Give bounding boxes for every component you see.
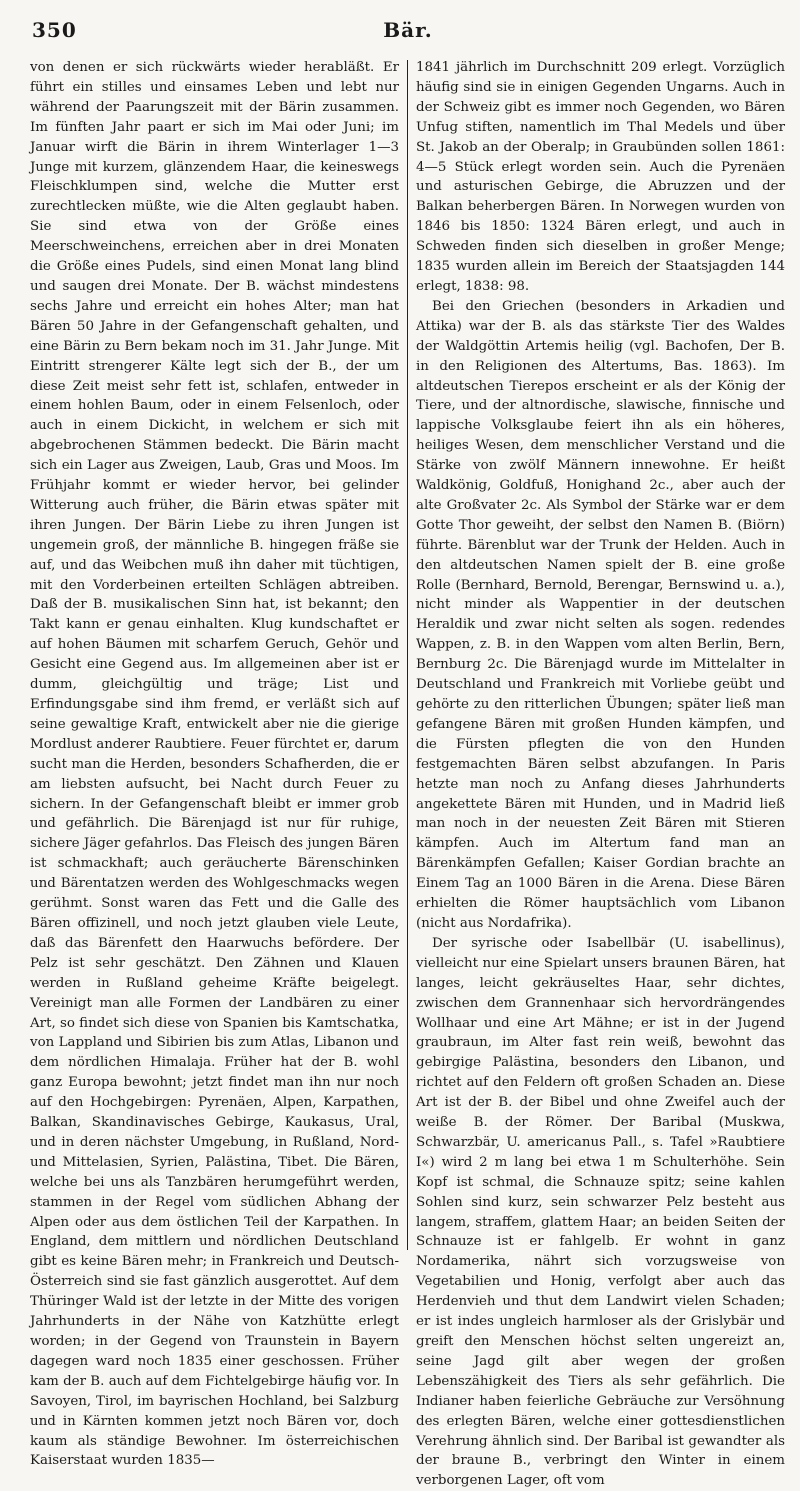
paragraph: 1841 jährlich im Durchschnitt 209 erlegt. Vorzüglich häufig sind sie in einigen Gegenden Ungarns. Auch in der Schweiz gibt es immer noch Gegenden, wo Bären Unfug stiften, namentlich im Thal Medels und über St. Jakob an der Oberalp; in Graubünden sollen 1861: 4—5 Stück erlegt worden sein. Auch die Pyrenäen und asturischen Gebirge, die Abruzzen und der Balkan beherbergen Bären. In Norwegen wurden von 1846 bis 1850: 1324 Bären erlegt, und auch in Schweden finden sich dieselben in großer Menge; 1835 wurden allein im Bereich der Staatsjagden 144 erlegt, 1838: 98. (416, 60, 785, 294)
page-header (30, 0, 786, 58)
text-columns (30, 58, 786, 1491)
page-number: 350 (32, 18, 77, 42)
paragraph: von denen er sich rückwärts wieder herabläßt. Er führt ein stilles und einsames Leben und lebt nur während der Paarungszeit mit der Bärin zusammen. Im fünften Jahr paart er sich im Mai oder Juni; im Januar wirft die Bärin in ihrem Winterlager 1—3 Junge mit kurzem, glänzendem Haar, die keineswegs Fleischklumpen sind, welche die Mutter erst zurechtlecken müßte, wie die Alten geglaubt haben. Sie sind etwa von der Größe eines Meerschweinchens, erreichen aber in drei Monaten die Größe eines Pudels, sind einen Monat lang blind und saugen drei Monate. Der B. wächst mindestens sechs Jahre und erreicht ein hohes Alter; man hat Bären 50 Jahre in der Gefangenschaft gehalten, und eine Bärin zu Bern bekam noch im 31. Jahr Junge. Mit Eintritt strengerer Kälte legt sich der B., der um diese Zeit meist sehr fett ist, schlafen, entweder in einem hohlen Baum, oder in einem Felsenloch, oder auch in einem Dickicht, in welchem er sich mit abgebrochenen Stämmen bedeckt. Die Bärin macht sich ein Lager aus Zweigen, Laub, Gras und Moos. Im Frühjahr kommt er wieder hervor, bei gelinder Witterung auch früher, die Bärin etwas später mit ihren Jungen. Der Bärin Liebe zu ihren Jungen ist ungemein groß, der männliche B. hingegen fräße sie auf, und das Weibchen muß ihn daher mit tüchtigen, mit den Vorderbeinen erteilten Schlägen abtreiben. Daß der B. musikalischen Sinn hat, ist bekannt; den Takt kann er genau einhalten. Klug kundschaftet er auf hohen Bäumen mit scharfem Geruch, Gehör und Gesicht eine Gegend aus. Im allgemeinen aber ist er dumm, gleichgültig und träge; List und Erfindungsgabe sind ihm fremd, er verläßt sich auf seine gewaltige Kraft, entwickelt aber nie die gierige Mordlust anderer Raubtiere. Feuer fürchtet er, darum sucht man die Herden, besonders Schafherden, die er am liebsten aufsucht, bei Nacht durch Feuer zu sichern. In der Gefangenschaft bleibt er immer grob und gefährlich. Die Bärenjagd ist nur für ruhige, sichere Jäger gefahrlos. Das Fleisch des jungen Bären ist schmackhaft; auch geräucherte Bärenschinken und Bärentatzen werden des Wohlgeschmacks wegen gerühmt. Sonst waren das Fett und die Galle des Bären offizinell, und noch jetzt glauben viele Leute, daß das Bärenfett den Haarwuchs befördere. Der Pelz ist sehr geschätzt. Den Zähnen und Klauen werden in Rußland geheime Kräfte beigelegt. Vereinigt man alle Formen der Landbären zu einer Art, so findet sich diese von Spanien bis Kamtschatka, von Lappland und Sibirien bis zum Atlas, Libanon und dem nördlichen Himalaja. Früher hat der B. wohl ganz Europa bewohnt; jetzt findet man ihn nur noch auf den Hochgebirgen: Pyrenäen, Alpen, Karpathen, Balkan, Skandinavisches Gebirge, Kaukasus, Ural, und in deren nächster Umgebung, in Rußland, Nord- und Mittelasien, Syrien, Palästina, Tibet. Die Bären, welche bei uns als Tanzbären herumgeführt werden, stammen in der Regel vom südlichen Abhang der Alpen oder aus dem östlichen Teil der Karpathen. In England, dem mittlern und nördlichen Deutschland gibt es keine Bären mehr; in Frankreich und Deutsch-Österreich sind sie fast gänzlich ausgerottet. Auf dem Thüringer Wald ist der letzte in der Mitte des vorigen Jahrhunderts in der Nähe von Katzhütte erlegt worden; in der Gegend von Traunstein in Bayern dagegen ward noch 1835 einer geschossen. Früher kam der B. auch auf dem Fichtelgebirge häufig vor. In Savoyen, Tirol, im bayrischen Hochland, bei Salzburg und in Kärnten kommen jetzt noch Bären vor, doch kaum als ständige Bewohner. Im österreichischen Kaiserstaat wurden 1835— (30, 60, 399, 1469)
paragraph: Bei den Griechen (besonders in Arkadien und Attika) war der B. als das stärkste Tier des Waldes der Waldgöttin Artemis heilig (vgl. Bachofen, Der B. in den Religionen des Altertums, Bas. 1863). Im altdeutschen Tierepos erscheint er als der König der Tiere, und der altnordische, slawische, finnische und lappische Volksglaube feiert ihn als ein höheres, heiliges Wesen, dem menschlicher Verstand und die Stärke von zwölf Männern innewohne. Er heißt Waldkönig, Goldfuß, Honighand 2c., aber auch der alte Großvater 2c. Als Symbol der Stärke war er dem Gotte Thor geweiht, der selbst den Namen B. (Biörn) führte. Bärenblut war der Trunk der Helden. Auch in den altdeutschen Namen spielt der B. eine große Rolle (Bernhard, Bernold, Berengar, Bernswind u. a.), nicht minder als Wappentier in der deutschen Heraldik und zwar nicht selten als sogen. redendes Wappen, z. B. in den Wappen vom alten Berlin, Bern, Bernburg 2c. Die Bärenjagd wurde im Mittelalter in Deutschland und Frankreich mit Vorliebe geübt und gehörte zu den ritterlichen Übungen; später ließ man gefangene Bären mit großen Hunden kämpfen, und die Fürsten pflegten die von den Hunden festgemachten Bären selbst abzufangen. In Paris hetzte man noch zu Anfang dieses Jahrhunderts angekettete Bären mit Hunden, und in Madrid ließ man noch in der neuesten Zeit Bären mit Stieren kämpfen. Auch im Altertum fand man an Bärenkämpfen Gefallen; Kaiser Gordian brachte an Einem Tag an 1000 Bären in die Arena. Diese Bären erhielten die Römer hauptsächlich vom Libanon (nicht aus Nordafrika). (416, 298, 785, 931)
paragraph: Der syrische oder Isabellbär (U. isabellinus), vielleicht nur eine Spielart unsers braunen Bären, hat langes, leicht gekräuseltes Haar, sehr dichtes, zwischen dem Grannenhaar sich hervordrängendes Wollhaar und eine Art Mähne; er ist in der Jugend graubraun, im Alter fast rein weiß, bewohnt das gebirgige Palästina, besonders den Libanon, und richtet auf den Feldern oft großen Schaden an. Diese Art ist der B. der Bibel und ohne Zweifel auch der weiße B. der Römer. Der Baribal (Muskwa, Schwarzbär, U. americanus Pall., s. Tafel »Raubtiere I«) wird 2 m lang bei etwa 1 m Schulterhöhe. Sein Kopf ist schmal, die Schnauze spitz; seine kahlen Sohlen sind kurz, sein schwarzer Pelz besteht aus langem, straffem, glattem Haar; an beiden Seiten der Schnauze ist er fahlgelb. Er wohnt in ganz Nordamerika, nährt sich vorzugsweise von Vegetabilien und Honig, verfolgt aber auch das Herdenvieh und thut dem Landwirt vielen Schaden; er ist indes ungleich harmloser als der Grislybär und greift den Menschen höchst selten ungereizt an, seine Jagd gilt aber wegen der großen Lebenszähigkeit des Tiers als sehr gefährlich. Die Indianer haben feierliche Gebräuche zur Versöhnung des erlegten Bären, welche einer gottesdienstlichen Verehrung ähnlich sind. Der Baribal ist gewandter als der braune B., verbringt den Winter in einem verborgenen Lager, oft vom (416, 935, 785, 1489)
left-column (30, 58, 399, 1471)
right-column (416, 58, 785, 1491)
running-head: Bär. (383, 18, 433, 42)
column-divider (407, 60, 408, 1250)
